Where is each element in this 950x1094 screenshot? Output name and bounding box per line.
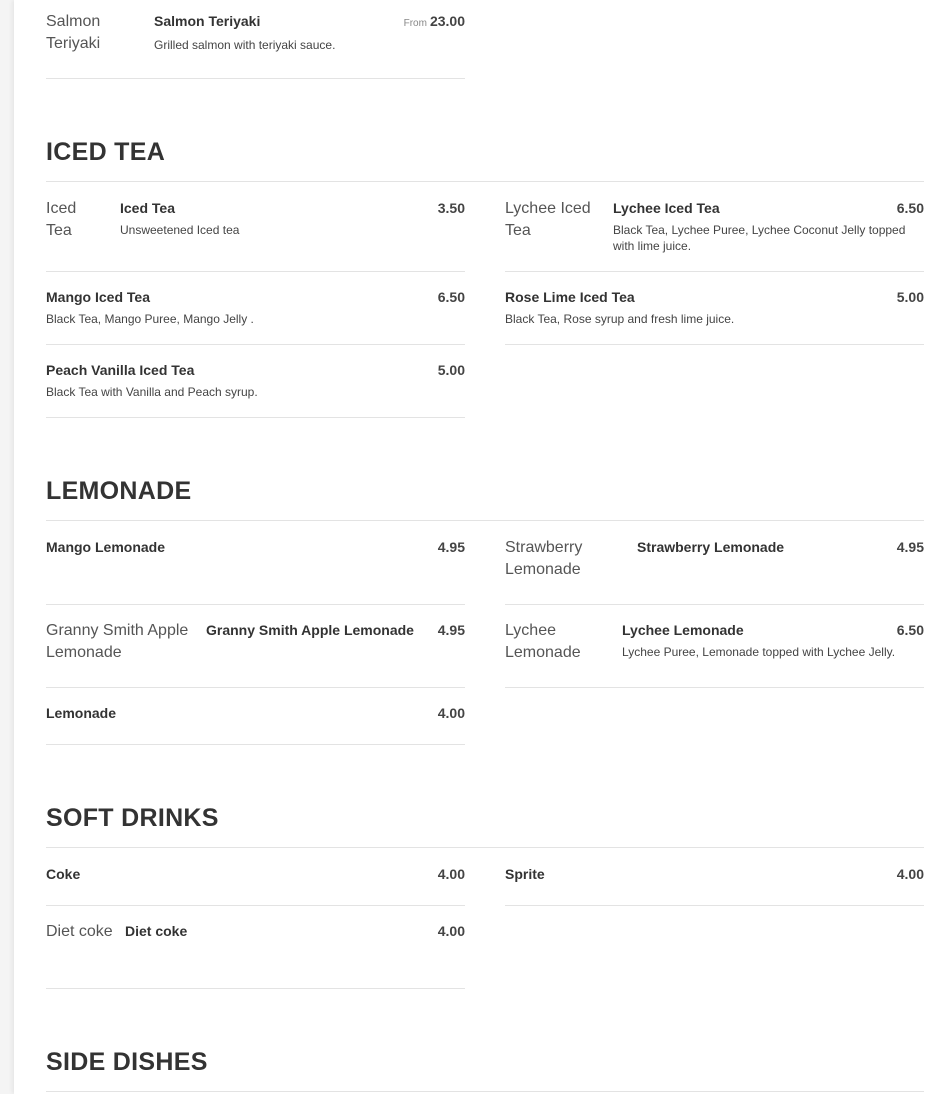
item-name: Peach Vanilla Iced Tea — [46, 362, 195, 378]
section-divider — [46, 847, 924, 848]
item-name: Mango Lemonade — [46, 539, 166, 555]
item-description: Black Tea with Vanilla and Peach syrup. — [46, 385, 258, 399]
item-price: 4.00 — [437, 923, 465, 939]
price-value: 23.00 — [429, 13, 465, 29]
item-description: Grilled salmon with teriyaki sauce. — [154, 38, 336, 52]
item-description: Unsweetened Iced tea — [120, 223, 240, 237]
menu-item-coke[interactable] — [46, 863, 465, 906]
menu-item-rose-lime-iced-tea[interactable] — [505, 286, 924, 345]
item-name: Sprite — [505, 866, 545, 882]
price-prefix: From — [403, 18, 427, 29]
item-price: 6.50 — [896, 200, 924, 216]
menu-item-sprite[interactable] — [505, 863, 924, 906]
menu-item-salmon-teriyaki[interactable] — [46, 10, 465, 79]
section-divider — [46, 181, 924, 182]
menu-item-diet-coke[interactable] — [46, 920, 465, 989]
section-title-iced-tea: ICED TEA — [46, 138, 166, 166]
item-image: Lychee Iced Tea — [505, 200, 591, 239]
menu-item-mango-lemonade[interactable] — [46, 536, 465, 605]
menu-item-mango-iced-tea[interactable] — [46, 286, 465, 345]
item-name: Coke — [46, 866, 81, 882]
menu-item-lemonade[interactable] — [46, 702, 465, 745]
item-price: 6.50 — [896, 622, 924, 638]
item-image: Salmon Teriyaki — [46, 13, 101, 52]
item-name: Iced Tea — [120, 200, 175, 216]
item-name: Granny Smith Apple Lemonade — [206, 622, 414, 638]
item-price: 5.00 — [437, 362, 465, 378]
item-image: Diet coke — [46, 923, 113, 940]
item-description: Black Tea, Rose syrup and fresh lime juice. — [505, 312, 735, 326]
section-divider — [46, 1091, 924, 1092]
menu-page — [14, 0, 950, 1094]
item-name: Rose Lime Iced Tea — [505, 289, 635, 305]
item-description: Lychee Puree, Lemonade topped with Lychee Jelly. — [622, 645, 896, 659]
item-image: Iced Tea — [46, 200, 77, 239]
menu-item-lychee-lemonade[interactable] — [505, 619, 924, 688]
section-title-lemonade: LEMONADE — [46, 477, 192, 505]
section-divider — [46, 520, 924, 521]
menu-item-strawberry-lemonade[interactable] — [505, 536, 924, 605]
menu-item-iced-tea[interactable] — [46, 197, 465, 272]
item-name: Diet coke — [125, 923, 188, 939]
item-name: Salmon Teriyaki — [154, 13, 261, 29]
item-name: Mango Iced Tea — [46, 289, 150, 305]
item-name: Lychee Iced Tea — [613, 200, 720, 216]
item-price: 4.95 — [437, 622, 465, 638]
item-description: Black Tea, Lychee Puree, Lychee Coconut Jelly topped with lime juice. — [613, 223, 906, 253]
section-title-side-dishes: SIDE DISHES — [46, 1048, 208, 1076]
menu-item-lychee-iced-tea[interactable] — [505, 197, 924, 272]
item-price: 4.00 — [896, 866, 924, 882]
item-price — [404, 13, 465, 29]
item-price: 6.50 — [437, 289, 465, 305]
item-image: Granny Smith Apple Lemonade — [46, 622, 189, 661]
item-price: 4.00 — [437, 705, 465, 721]
item-image: Lychee Lemonade — [505, 622, 581, 661]
menu-item-granny-smith-apple-lemonade[interactable] — [46, 619, 465, 688]
item-name: Lemonade — [46, 705, 117, 721]
menu-item-peach-vanilla-iced-tea[interactable] — [46, 359, 465, 418]
item-price: 4.95 — [437, 539, 465, 555]
item-price: 3.50 — [437, 200, 465, 216]
item-price: 5.00 — [896, 289, 924, 305]
item-name: Strawberry Lemonade — [637, 539, 785, 555]
section-title-soft-drinks: SOFT DRINKS — [46, 804, 219, 832]
item-image: Strawberry Lemonade — [505, 539, 583, 578]
item-name: Lychee Lemonade — [622, 622, 744, 638]
item-description: Black Tea, Mango Puree, Mango Jelly . — [46, 312, 254, 326]
item-price: 4.00 — [437, 866, 465, 882]
item-price: 4.95 — [896, 539, 924, 555]
